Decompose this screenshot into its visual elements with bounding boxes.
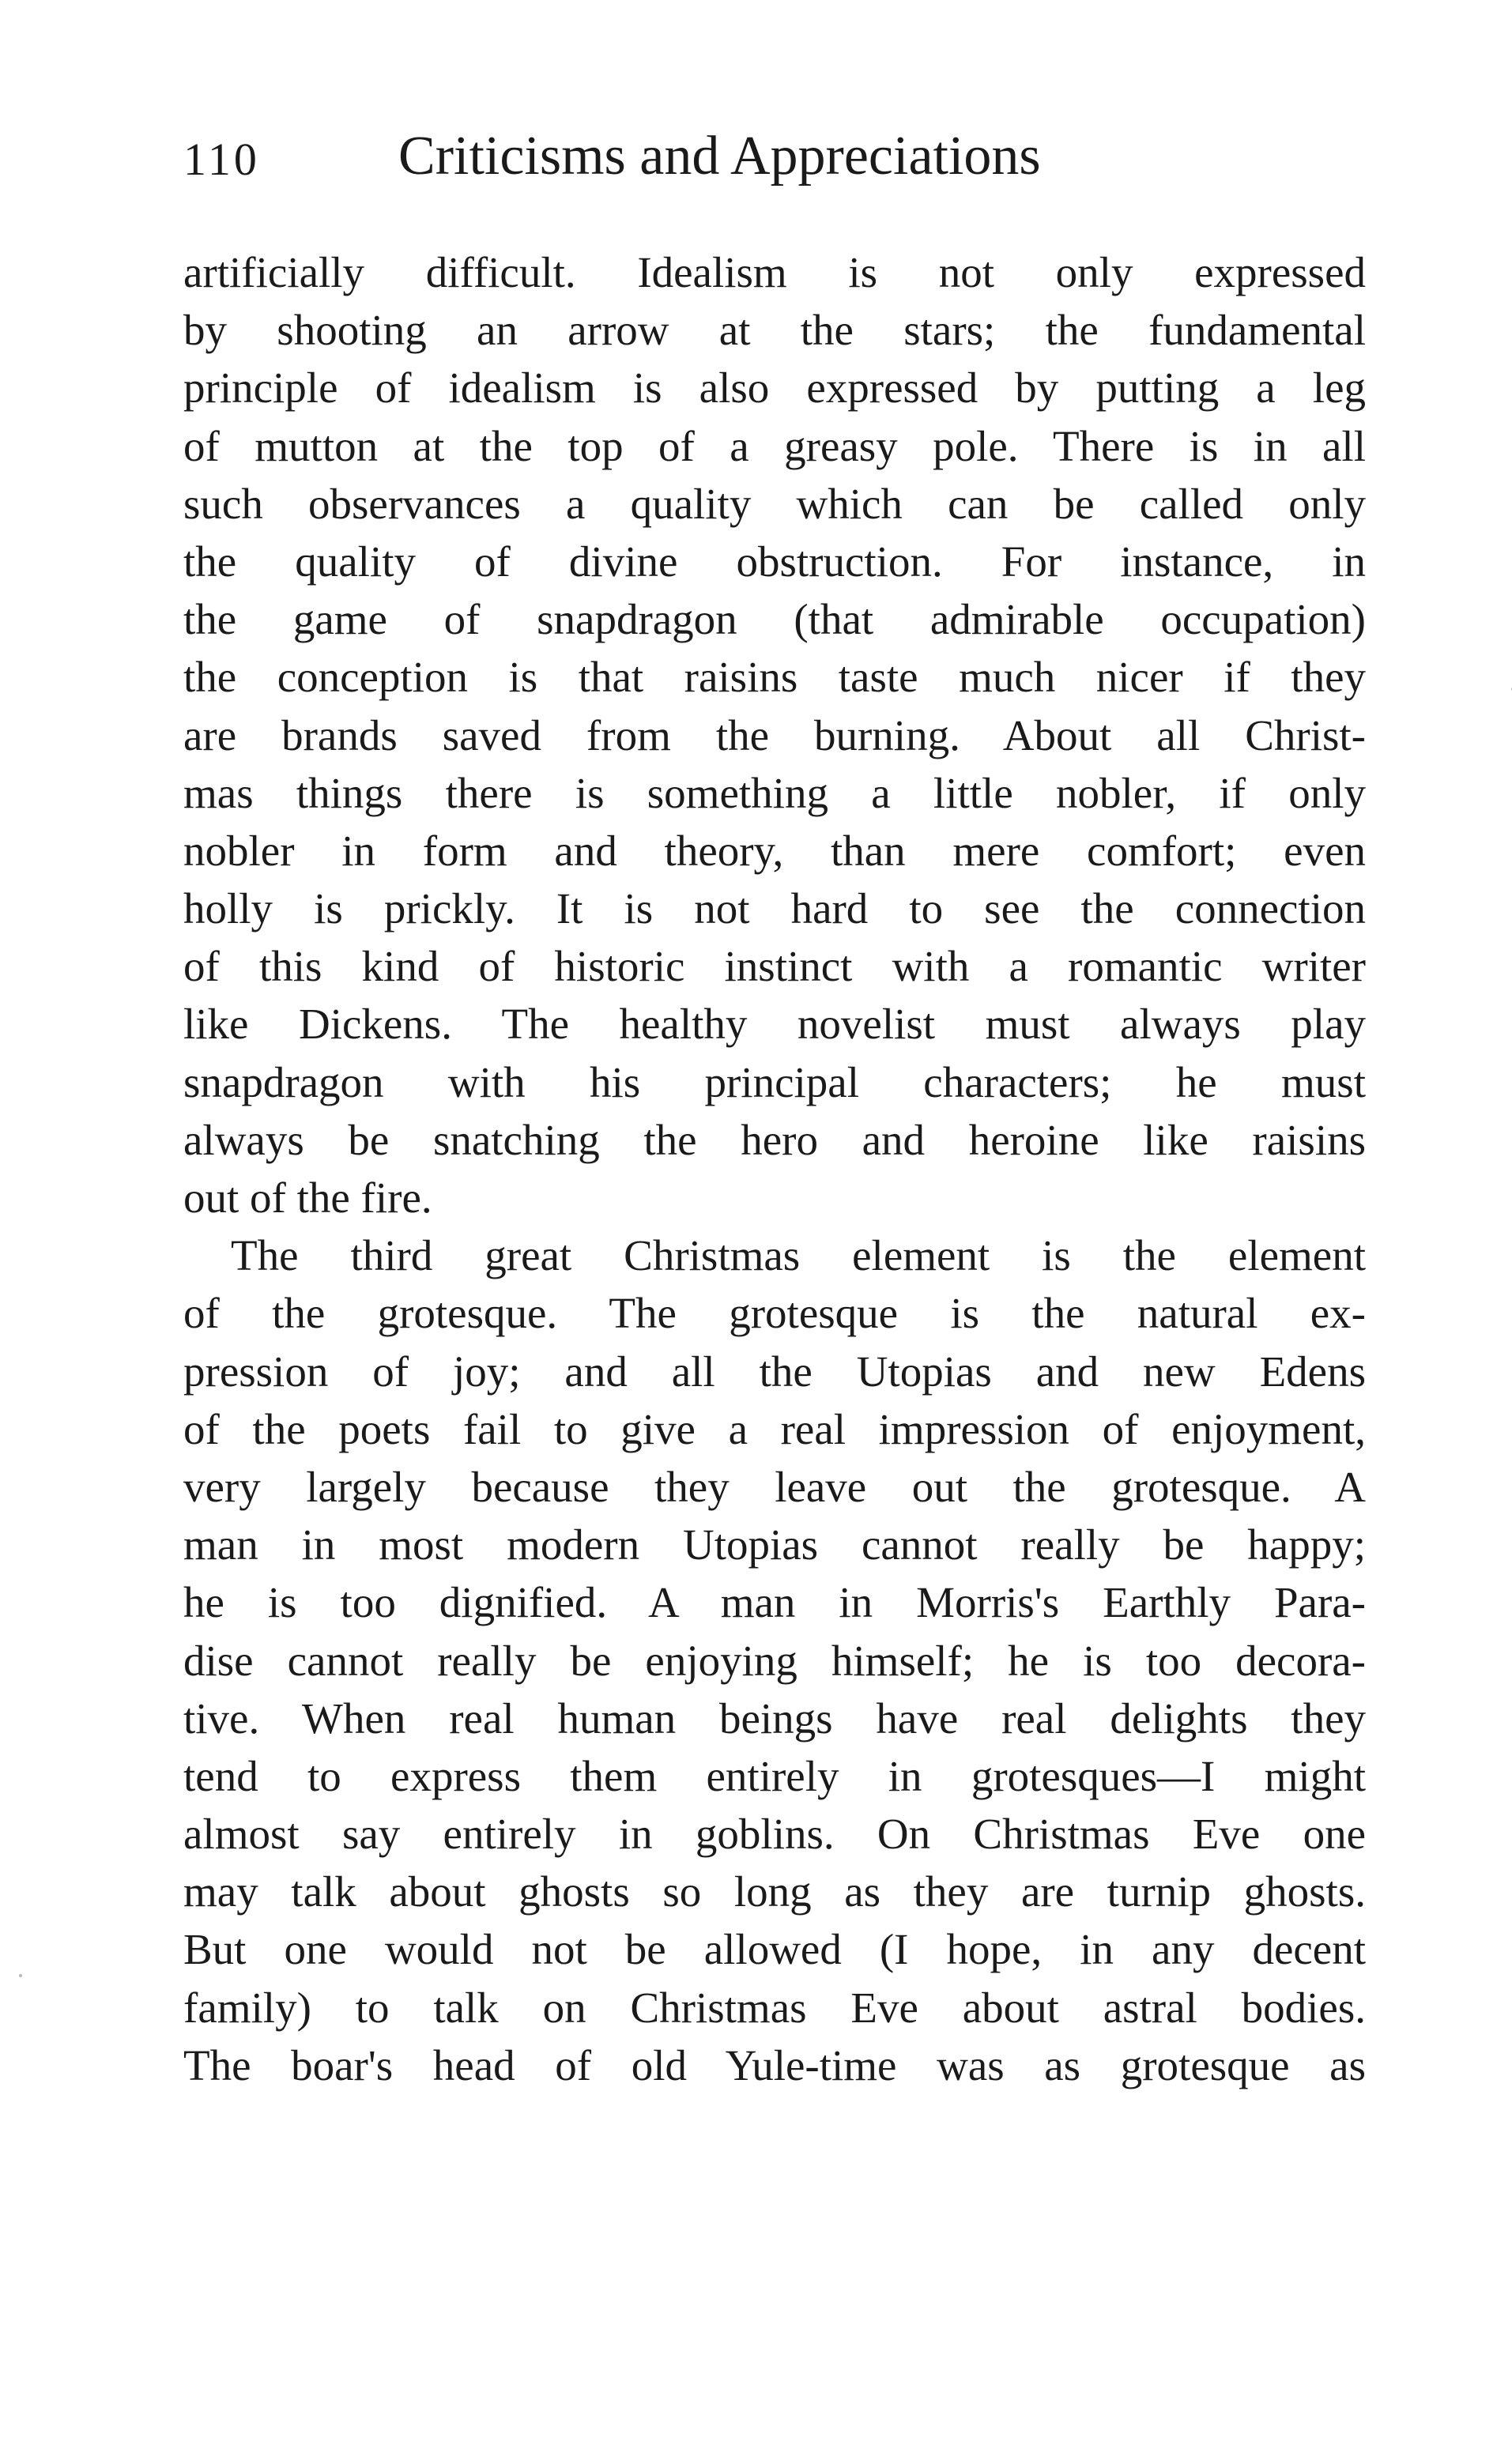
scan-speck [19,1974,22,1977]
text-line: are brands saved from the burning. About all Christ- [183,710,1366,759]
paragraph-2 [183,1226,1366,2094]
text-line: he is too dignified. A man in Morris's Earthly Para- [183,1578,1366,1627]
text-line: may talk about ghosts so long as they are turnip ghosts. [183,1867,1366,1916]
text-line: the quality of divine obstruction. For instance, in [183,537,1366,586]
text-line: mas things there is something a little nobler, if only [183,768,1366,817]
text-line: the conception is that raisins taste much nicer if they [183,653,1366,702]
text-line: of mutton at the top of a greasy pole. There is in all [183,421,1366,470]
text-line: the game of snapdragon (that admirable occupation) [183,595,1366,644]
text-line: But one would not be allowed (I hope, in any decent [183,1925,1366,1974]
text-line: nobler in form and theory, than mere comfort; even [183,826,1366,875]
text-line: always be snatching the hero and heroine like raisins [183,1115,1366,1164]
text-line: of this kind of historic instinct with a romantic writer [183,942,1366,991]
page-number: 110 [183,134,260,185]
body-text [183,243,1366,2094]
text-line: family) to talk on Christmas Eve about astral bodies. [183,1983,1366,2032]
text-line: of the poets fail to give a real impression of enjoyment, [183,1404,1366,1453]
text-line: artificially difficult. Idealism is not only expressed [183,248,1366,296]
text-line: tive. When real human beings have real delights they [183,1694,1366,1743]
text-line: of the grotesque. The grotesque is the natural ex- [183,1289,1366,1338]
text-line: by shooting an arrow at the stars; the fundamental [183,306,1366,355]
text-line: dise cannot really be enjoying himself; he is too decora- [183,1636,1366,1685]
text-line: very largely because they leave out the grotesque. A [183,1462,1366,1511]
text-line: like Dickens. The healthy novelist must always play [183,1000,1366,1049]
text-line: tend to express them entirely in grotesques—I might [183,1751,1366,1800]
text-line: snapdragon with his principal characters; he must [183,1057,1366,1106]
running-head [183,119,1369,205]
text-line: such observances a quality which can be called only [183,479,1366,528]
text-line: holly is prickly. It is not hard to see the connection [183,884,1366,933]
text-line: The third great Christmas element is the element [231,1231,1366,1280]
text-line: principle of idealism is also expressed by putting a leg [183,364,1366,413]
text-line: almost say entirely in goblins. On Christmas Eve one [183,1810,1366,1859]
running-title: Criticisms and Appreciations [398,126,1041,186]
text-line: The boar's head of old Yule-time was as grotesque as [183,2040,1366,2089]
text-line: out of the fire. [183,1174,432,1222]
paragraph-1 [183,243,1366,1226]
text-line: man in most modern Utopias cannot really be happy; [183,1520,1366,1569]
text-line: pression of joy; and all the Utopias and new Edens [183,1347,1366,1396]
